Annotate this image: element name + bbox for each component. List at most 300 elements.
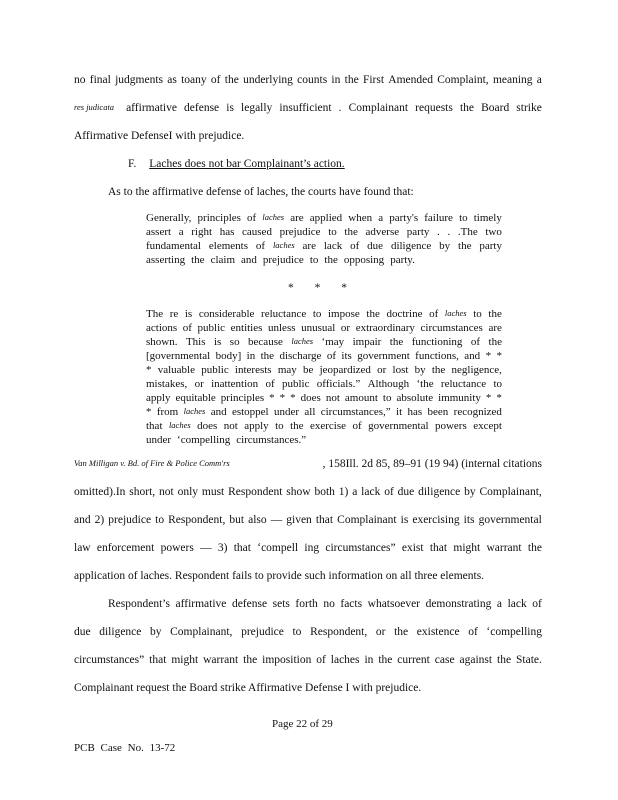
word: are (290, 212, 304, 224)
word: Complaint, (437, 74, 489, 86)
word: caused (242, 226, 272, 238)
word: equitable (175, 392, 216, 404)
word: to (459, 212, 468, 224)
word: two (485, 226, 502, 238)
word: not (159, 486, 174, 498)
word: and (74, 514, 91, 526)
word: Complainant (337, 514, 397, 526)
word: extraordinary (355, 322, 415, 334)
word: applied (309, 212, 343, 224)
quote-line (146, 350, 502, 362)
word: are (302, 240, 316, 252)
word: powers (434, 420, 467, 432)
word: Generally, (146, 212, 192, 224)
word: to (292, 626, 302, 638)
word: recognized (453, 406, 502, 418)
word: or (377, 364, 387, 376)
word: judgments (115, 74, 163, 86)
paragraph-line-rest (126, 102, 542, 114)
quote-line (146, 392, 502, 404)
word: warrant (203, 654, 239, 666)
word: [governmental (146, 350, 211, 362)
word: discharge (279, 350, 322, 362)
word: opposing (343, 254, 385, 266)
laches-term: laches (183, 406, 206, 416)
word: the (488, 336, 502, 348)
word: of (247, 212, 257, 224)
word: short, (129, 486, 156, 498)
word: Board (481, 102, 510, 114)
word: also (248, 514, 267, 526)
word: that (149, 654, 167, 666)
word: or (194, 378, 204, 390)
word: the (290, 420, 304, 432)
word: Complainant (348, 102, 409, 114)
word: given (286, 514, 312, 526)
word: to (309, 254, 319, 266)
word: a (378, 212, 384, 224)
word: of (350, 240, 360, 252)
word: except (473, 420, 502, 432)
word: to (328, 226, 337, 238)
word: a (536, 74, 542, 86)
word: due (74, 626, 91, 638)
quote-line (146, 434, 502, 446)
word: failure (424, 212, 453, 224)
word: affirmative (175, 598, 227, 610)
word: adverse (365, 226, 400, 238)
word: . (447, 226, 451, 238)
paragraph-line (74, 626, 542, 638)
word: exist (401, 542, 424, 554)
quote-line (146, 254, 502, 266)
word: Complainant, (479, 486, 542, 498)
case-number: PCB Case No. 13-72 (74, 742, 176, 754)
word: both (314, 486, 335, 498)
word: exercise (309, 420, 347, 432)
section-letter: F. (128, 158, 137, 170)
word: its (341, 350, 352, 362)
word: show (286, 486, 311, 498)
section-title: Laches does not bar Complainant’s action. (149, 158, 345, 170)
word: Amended (388, 74, 433, 86)
word: diligence (418, 486, 461, 498)
word: unless (268, 322, 296, 334)
word: under (273, 406, 300, 418)
laches-term: laches (262, 212, 285, 222)
word: so (229, 336, 240, 348)
word: . (338, 102, 342, 114)
paragraph-line: Affirmative DefenseI with prejudice. (74, 130, 245, 142)
citation-line (74, 458, 542, 470)
word: against (459, 654, 493, 666)
paragraph-line (74, 542, 542, 554)
word: the (344, 226, 358, 238)
word: asserting (146, 254, 186, 266)
word: defense (231, 598, 268, 610)
laches-term: laches (444, 308, 467, 318)
word: 3) (217, 542, 228, 554)
word: 1) (338, 486, 349, 498)
quote-line (146, 308, 502, 320)
word: in (331, 74, 341, 86)
word: prejudice (241, 626, 284, 638)
word: inattention (211, 378, 259, 390)
quote-line (146, 212, 502, 224)
word: demonstrating (425, 598, 492, 610)
word: lost (392, 364, 409, 376)
word: the (324, 254, 338, 266)
word: the (378, 654, 393, 666)
word: right (191, 226, 213, 238)
word: to (473, 308, 482, 320)
word: might (453, 542, 481, 554)
word: of (255, 240, 266, 252)
word: the (260, 350, 275, 362)
word: of (429, 308, 439, 320)
word: it (396, 406, 403, 418)
word: when (348, 212, 373, 224)
word: has (407, 406, 423, 418)
word: the (497, 654, 512, 666)
word: underlying (243, 74, 293, 86)
word: to (155, 514, 165, 526)
paragraph-line (74, 654, 542, 666)
word: reluctance (440, 378, 487, 390)
word: of (384, 486, 394, 498)
quote-line (146, 364, 502, 376)
word: of (326, 350, 336, 362)
word: enforcement (96, 542, 155, 554)
word: * (496, 392, 502, 404)
word: of (352, 420, 362, 432)
word: circumstances,” (320, 406, 391, 418)
word: the (191, 254, 205, 266)
word: actions (146, 322, 178, 334)
word: immunity (438, 392, 481, 404)
word: principles (220, 392, 265, 404)
word: unusual (301, 322, 336, 334)
word: are (488, 322, 502, 334)
word: amount (344, 392, 378, 404)
word: prejudice (108, 514, 152, 526)
word: that (146, 420, 163, 432)
paragraph-line (74, 102, 542, 114)
word: the (243, 654, 258, 666)
word: may (277, 364, 297, 376)
word: State. (516, 654, 542, 666)
word: * (485, 350, 492, 362)
word: no (323, 598, 335, 610)
word: from (156, 406, 179, 418)
word: to (312, 308, 322, 320)
word: or (340, 322, 351, 334)
word: lack (323, 240, 343, 252)
word: been (427, 406, 449, 418)
word: in (364, 654, 374, 666)
word: warrant (486, 542, 522, 554)
word: * (269, 392, 275, 404)
word: governmental (368, 420, 429, 432)
word: party. (390, 254, 415, 266)
word: defense (184, 102, 220, 114)
case-name: Van Milligan v. Bd. of Fire & Police Comm'rs (74, 458, 230, 468)
word: body] (215, 350, 242, 362)
word: law (74, 542, 91, 554)
paragraph-line (108, 598, 542, 610)
word: the (431, 364, 446, 376)
word: not (223, 420, 238, 432)
word: existence (416, 626, 460, 638)
word: estoppel (231, 406, 269, 418)
word: ‘the (416, 378, 434, 390)
word: circumstances.” (236, 434, 307, 446)
word: impair (352, 336, 382, 348)
word: Respondent (228, 486, 283, 498)
word: Complainant, (170, 626, 233, 638)
word: ‘compelling (486, 626, 542, 638)
word: . (437, 226, 440, 238)
word: apply (244, 420, 269, 432)
word: public (201, 364, 229, 376)
word: its (463, 514, 475, 526)
word: Although (367, 378, 410, 390)
word: * (146, 406, 152, 418)
laches-term: laches (291, 336, 314, 346)
paragraph-line (74, 514, 542, 526)
word: of (210, 74, 221, 86)
word: toany (181, 74, 207, 86)
word: might (171, 654, 199, 666)
word: the (459, 102, 474, 114)
word: imposition (262, 654, 312, 666)
quote-line (146, 240, 502, 252)
word: of (532, 598, 542, 610)
word: a (496, 598, 503, 610)
paragraph-line: application of laches. Respondent fails to provide such information on all three elements. (74, 570, 485, 582)
word: in (246, 350, 256, 362)
word: governmental (478, 514, 542, 526)
word: by (464, 486, 476, 498)
word: has (219, 226, 235, 238)
laches-term: laches (272, 240, 295, 250)
word: of (316, 654, 326, 666)
word: of (470, 336, 481, 348)
word: the (394, 626, 409, 638)
word: the (527, 542, 542, 554)
word: final (89, 74, 111, 86)
word: First (362, 74, 385, 86)
word: counts (297, 74, 328, 86)
word: a (352, 486, 358, 498)
citation-rest: , 158Ill. 2d 85, 89–91 (19 94) (internal citations (322, 458, 542, 470)
word: is (213, 336, 222, 348)
word: the (366, 308, 380, 320)
quote-line (146, 226, 502, 238)
word: by (414, 364, 426, 376)
word: elements (208, 240, 248, 252)
word: entities (230, 322, 263, 334)
quote-line (146, 336, 502, 348)
word: and (241, 254, 257, 266)
word: that (315, 514, 334, 526)
word: sets (272, 598, 290, 610)
word: of (182, 322, 192, 334)
word: meaning (492, 74, 533, 86)
word: party (479, 240, 502, 252)
word: interests (234, 364, 272, 376)
word: requests (415, 102, 453, 114)
word: is (184, 308, 193, 320)
word: Respondent’s (108, 598, 170, 610)
word: .The (457, 226, 478, 238)
word: party (406, 226, 430, 238)
word: circumstances” (74, 654, 145, 666)
word: the (389, 336, 404, 348)
word: ‘compell (257, 542, 299, 554)
word: prejudice (262, 254, 304, 266)
word: to (275, 420, 284, 432)
word: ‘may (321, 336, 345, 348)
word: case (434, 654, 455, 666)
word: be (302, 364, 314, 376)
word: party's (389, 212, 419, 224)
word: Respondent, (310, 626, 368, 638)
word: and (210, 406, 227, 418)
word: not (325, 392, 340, 404)
word: by (439, 240, 451, 252)
word: as (167, 74, 177, 86)
quote-line (146, 322, 502, 334)
word: the (224, 74, 239, 86)
word: affirmative (126, 102, 177, 114)
word: reluctance (261, 308, 307, 320)
word: omitted).In (74, 486, 126, 498)
word: government (357, 350, 410, 362)
word: facts (340, 598, 363, 610)
word: claim (210, 254, 235, 266)
word: absolute (396, 392, 434, 404)
section-heading (128, 158, 345, 170)
word: public (281, 378, 310, 390)
word: does (300, 392, 321, 404)
word: impose (328, 308, 360, 320)
word: mistakes, (146, 378, 188, 390)
word: This (185, 336, 206, 348)
word: valuable (157, 364, 195, 376)
word: powers (160, 542, 194, 554)
word: is (226, 102, 234, 114)
word: but (229, 514, 245, 526)
quote-line (146, 406, 502, 418)
word: assert (146, 226, 172, 238)
word: jeopardized (319, 364, 371, 376)
word: * (146, 364, 152, 376)
word: no (74, 74, 86, 86)
word: principles (197, 212, 241, 224)
ellipsis-stars: * * * (288, 282, 347, 294)
word: * (496, 350, 502, 362)
word: the (344, 74, 359, 86)
word: shown. (146, 336, 178, 348)
word: considerable (198, 308, 255, 320)
word: due (367, 240, 384, 252)
word: Respondent, (168, 514, 226, 526)
word: * (485, 392, 492, 404)
word: that (233, 542, 251, 554)
word: of (265, 378, 275, 390)
word: ‘compelling (177, 434, 231, 446)
word: The (146, 308, 164, 320)
word: diligence (390, 240, 432, 252)
word: doctrine (386, 308, 423, 320)
word: to (493, 378, 502, 390)
word: under (146, 434, 172, 446)
word: lack (507, 598, 527, 610)
word: legally (241, 102, 273, 114)
word: lack (361, 486, 381, 498)
paragraph-line: Complainant request the Board strike Affirmative Defense I with prejudice. (74, 682, 422, 694)
paragraph-line (74, 74, 542, 86)
word: or (375, 626, 386, 638)
word: public (197, 322, 226, 334)
word: diligence (99, 626, 142, 638)
word: because (248, 336, 283, 348)
word: forth (295, 598, 318, 610)
word: re (169, 308, 179, 320)
word: strike (516, 102, 542, 114)
word: all (304, 406, 316, 418)
word: apply (146, 392, 171, 404)
word: the (458, 240, 472, 252)
word: insufficient (279, 102, 332, 114)
word: a (178, 226, 184, 238)
paragraph-line (74, 486, 542, 498)
word: current (397, 654, 430, 666)
word: functioning (411, 336, 463, 348)
word: 2) (94, 514, 105, 526)
word: of (468, 626, 478, 638)
word: the (488, 308, 502, 320)
word: officials.” (316, 378, 361, 390)
quote-line (146, 378, 502, 390)
word: circumstances (420, 322, 483, 334)
word: exercising (412, 514, 460, 526)
word: whatsoever (367, 598, 421, 610)
page-number: Page 22 of 29 (272, 718, 333, 730)
word: functions, (415, 350, 459, 362)
word: laches (330, 654, 360, 666)
word: does (197, 420, 218, 432)
word: only (177, 486, 199, 498)
word: * (290, 392, 296, 404)
word: prejudice (279, 226, 321, 238)
word: is (400, 514, 409, 526)
word: — (200, 542, 212, 554)
quote-line (146, 420, 502, 432)
intro-line: As to the affirmative defense of laches, the courts have found that: (108, 186, 414, 198)
word: ing (304, 542, 320, 554)
word: fundamental (146, 240, 201, 252)
word: * (279, 392, 286, 404)
word: by (150, 626, 162, 638)
word: and (464, 350, 481, 362)
word: due (397, 486, 415, 498)
word: negligence, (451, 364, 502, 376)
laches-term: laches (168, 420, 191, 430)
res-judicata-term: res judicata (74, 102, 115, 112)
word: — (270, 514, 283, 526)
